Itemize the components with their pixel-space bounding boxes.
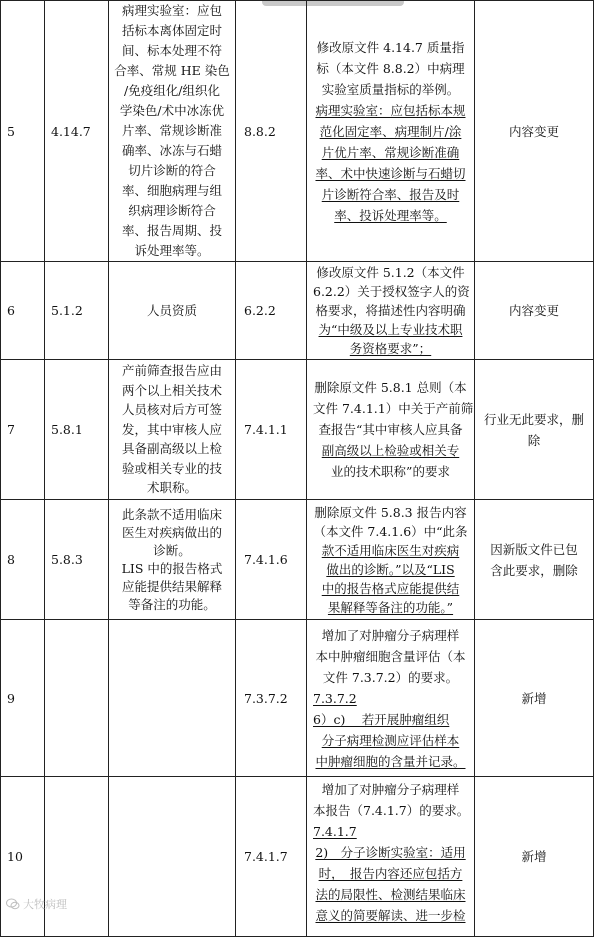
watermark-text: 大牧病理	[23, 898, 67, 911]
new-clause: 8.8.2	[236, 1, 307, 262]
old-clause: 5.8.1	[45, 360, 109, 500]
old-content	[109, 777, 236, 937]
new-clause: 7.4.1.1	[236, 360, 307, 500]
table-row-7	[1, 360, 594, 500]
change-type: 内容变更	[475, 1, 594, 262]
row-number: 8	[1, 500, 45, 620]
old-clause	[45, 620, 109, 777]
row-number: 7	[1, 360, 45, 500]
change-description: 删除原文件 5.8.1 总则（本 文件 7.4.1.1）中关于产前筛 查报告“其中审核人应具备 副高级以上检验或相关专 业的技术职称”的要求	[307, 360, 475, 500]
new-clause: 7.4.1.6	[236, 500, 307, 620]
old-content: 病理实验室：应包 括标本离体固定时 间、标本处理不符 合率、常规 HE 染色 /免疫组化/组织化 学染色/术中冰冻优 片率、常规诊断准 确率、冰冻与石蜡 切片诊断的符合 率、细胞病理与组 织病理诊断符合 率、报告周期、投 诉处理率等。	[109, 1, 236, 262]
table-row-9	[1, 620, 594, 777]
table-row-8	[1, 500, 594, 620]
change-type: 新增	[475, 620, 594, 777]
wechat-logo-icon	[6, 898, 20, 910]
old-content: 此条款不适用临床 医生对疾病做出的 诊断。 LIS 中的报告格式 应能提供结果解释 等备注的功能。	[109, 500, 236, 620]
change-type: 因新版文件已包 含此要求，删除	[475, 500, 594, 620]
change-type: 内容变更	[475, 262, 594, 360]
row-number: 9	[1, 620, 45, 777]
table-row-6	[1, 262, 594, 360]
table-row-10	[1, 777, 594, 937]
change-description: 修改原文件 4.14.7 质量指 标（本文件 8.8.2）中病理 实验室质量指标的举例。 病理实验室：应包括标本规 范化固定率、病理制片/涂 片优片率、常规诊断准确 率、术中快速诊断与石蜡切 片诊断符合率、报告及时 率、投诉处理率等。	[307, 1, 475, 262]
change-description: 增加了对肿瘤分子病理样 本报告（7.4.1.7）的要求。 7.4.1.7 2) 分子诊断实验室：适用 时， 报告内容还应包括方 法的局限性、检测结果临床 意义的简要解读、进一步检	[307, 777, 475, 937]
new-clause: 7.4.1.7	[236, 777, 307, 937]
table-row-5	[1, 1, 594, 262]
row-number: 6	[1, 262, 45, 360]
change-type: 行业无此要求，删 除	[475, 360, 594, 500]
old-clause: 5.1.2	[45, 262, 109, 360]
new-clause: 7.3.7.2	[236, 620, 307, 777]
row-number: 10	[1, 777, 45, 937]
watermark	[6, 896, 67, 912]
old-clause: 5.8.3	[45, 500, 109, 620]
row-number: 5	[1, 1, 45, 262]
old-clause	[45, 777, 109, 937]
old-content: 产前筛查报告应由 两个以上相关技术 人员核对后方可签 发，其中审核人应 具备副高级以上检 验或相关专业的技 术职称。	[109, 360, 236, 500]
old-content	[109, 620, 236, 777]
old-clause: 4.14.7	[45, 1, 109, 262]
change-description: 修改原文件 5.1.2（本文件 6.2.2）关于授权签字人的资 格要求，将描述性内容明确 为“中级及以上专业技术职 务资格要求”；	[307, 262, 475, 360]
change-type: 新增	[475, 777, 594, 937]
change-description: 增加了对肿瘤分子病理样 本中肿瘤细胞含量评估（本 文件 7.3.7.2）的要求。 7.3.7.2 6）c) 若开展肿瘤组织 分子病理检测应评估样本 中肿瘤细胞的含量并记录。	[307, 620, 475, 777]
new-clause: 6.2.2	[236, 262, 307, 360]
old-content: 人员资质	[109, 262, 236, 360]
change-description: 删除原文件 5.8.3 报告内容 （本文件 7.4.1.6）中“此条 款不适用临床医生对疾病 做出的诊断。”以及“LIS 中的报告格式应能提供结 果解释等备注的功能。”	[307, 500, 475, 620]
